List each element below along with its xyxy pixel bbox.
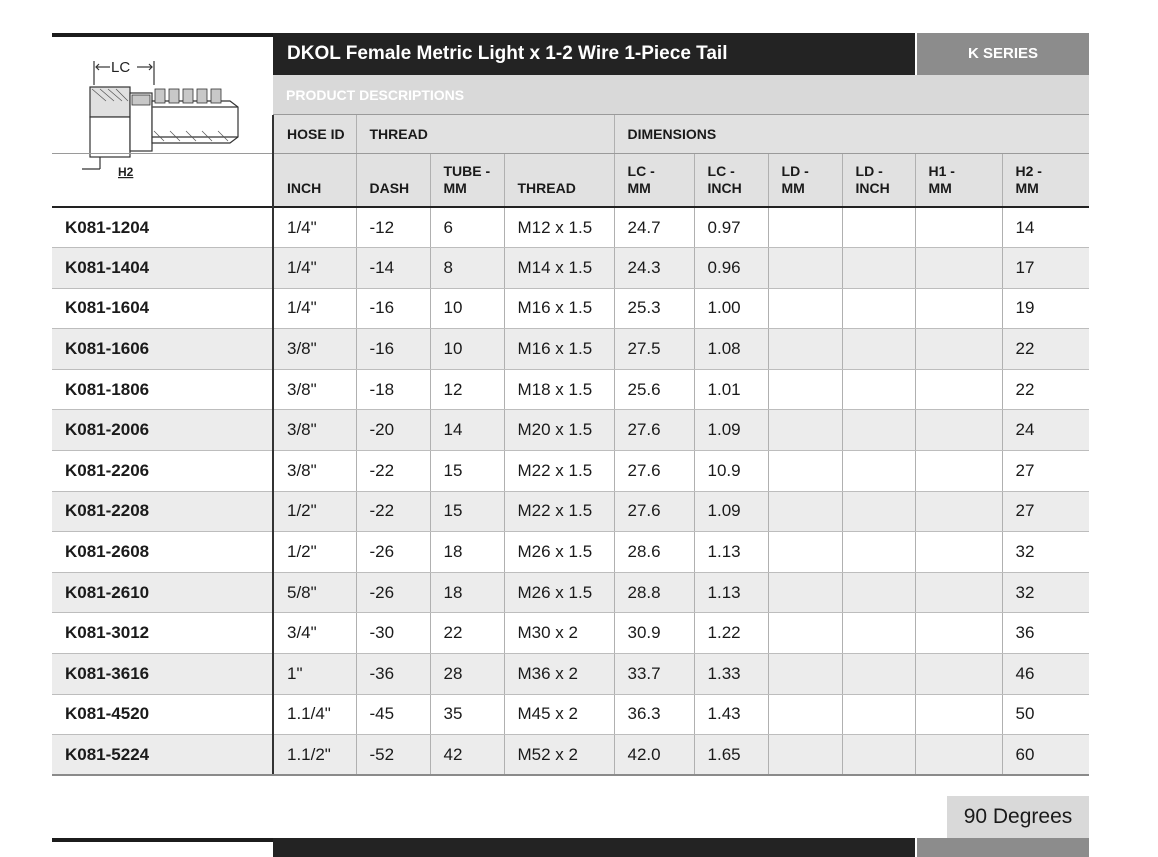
table-cell: M16 x 1.5 (504, 288, 614, 329)
part-number: K081-4520 (52, 694, 273, 735)
table-cell: 27.6 (614, 451, 694, 492)
table-row (52, 288, 1089, 329)
table-cell (768, 694, 842, 735)
part-number: K081-1404 (52, 248, 273, 289)
table-cell (842, 207, 915, 248)
table-cell (915, 735, 1002, 776)
table-cell: 32 (1002, 532, 1089, 573)
table-cell: -22 (356, 491, 430, 532)
table-cell: M52 x 2 (504, 735, 614, 776)
table-cell: 50 (1002, 694, 1089, 735)
table-cell: 1.43 (694, 694, 768, 735)
part-number: K081-3012 (52, 613, 273, 654)
part-number: K081-2208 (52, 491, 273, 532)
table-cell (842, 248, 915, 289)
part-number: K081-5224 (52, 735, 273, 776)
table-cell (915, 248, 1002, 289)
table-cell: -45 (356, 694, 430, 735)
table-cell: -16 (356, 288, 430, 329)
table-cell (915, 369, 1002, 410)
table-cell: -12 (356, 207, 430, 248)
table-cell: 1.09 (694, 491, 768, 532)
table-cell: 28.6 (614, 532, 694, 573)
group-thread: THREAD (356, 115, 614, 153)
part-number: K081-2006 (52, 410, 273, 451)
table-cell: 0.96 (694, 248, 768, 289)
table-cell: 24.3 (614, 248, 694, 289)
table-cell: 1.08 (694, 329, 768, 370)
table-cell (768, 410, 842, 451)
table-cell: 1.22 (694, 613, 768, 654)
column-header: H1 - MM (915, 153, 1002, 207)
table-cell: M16 x 1.5 (504, 329, 614, 370)
table-cell: 30.9 (614, 613, 694, 654)
bottom-bar (273, 838, 915, 857)
table-cell: 1.00 (694, 288, 768, 329)
table-row (52, 491, 1089, 532)
table-cell (768, 572, 842, 613)
table-cell: 27 (1002, 451, 1089, 492)
table-cell: 25.6 (614, 369, 694, 410)
table-cell (915, 410, 1002, 451)
table-cell: 8 (430, 248, 504, 289)
table-cell: -26 (356, 572, 430, 613)
column-header: LD - INCH (842, 153, 915, 207)
table-row (52, 207, 1089, 248)
table-cell: 3/8" (273, 451, 356, 492)
table-cell (915, 491, 1002, 532)
table-cell: M26 x 1.5 (504, 572, 614, 613)
column-header: INCH (273, 153, 356, 207)
table-cell: 42 (430, 735, 504, 776)
table-cell: 1.09 (694, 410, 768, 451)
bottom-rule (52, 838, 273, 842)
table-cell: 10.9 (694, 451, 768, 492)
table-cell: 28 (430, 654, 504, 695)
table-cell: -26 (356, 532, 430, 573)
part-number: K081-2610 (52, 572, 273, 613)
column-header: LD - MM (768, 153, 842, 207)
table-cell: 33.7 (614, 654, 694, 695)
part-number: K081-1204 (52, 207, 273, 248)
table-cell: 5/8" (273, 572, 356, 613)
table-cell: 1/4" (273, 288, 356, 329)
table-cell: 27 (1002, 491, 1089, 532)
table-cell (842, 288, 915, 329)
table-cell: 36.3 (614, 694, 694, 735)
table-cell: M26 x 1.5 (504, 532, 614, 573)
table-row (52, 532, 1089, 573)
table-cell: M45 x 2 (504, 694, 614, 735)
table-row (52, 613, 1089, 654)
table-cell: 27.6 (614, 410, 694, 451)
table-cell (842, 613, 915, 654)
table-cell (915, 694, 1002, 735)
column-header: LC - INCH (694, 153, 768, 207)
column-header: H2 - MM (1002, 153, 1089, 207)
table-cell: -16 (356, 329, 430, 370)
table-cell: 1" (273, 654, 356, 695)
group-hose-id: HOSE ID (273, 115, 356, 153)
table-cell: 60 (1002, 735, 1089, 776)
part-number: K081-2206 (52, 451, 273, 492)
table-cell (842, 694, 915, 735)
table-cell (915, 207, 1002, 248)
table-cell: 42.0 (614, 735, 694, 776)
table-row (52, 654, 1089, 695)
table-cell (915, 613, 1002, 654)
h2-label: H2 (118, 165, 134, 179)
product-descriptions-bar: PRODUCT DESCRIPTIONS (273, 75, 1089, 115)
column-header: LC - MM (614, 153, 694, 207)
table-cell: 22 (1002, 369, 1089, 410)
table-cell: M22 x 1.5 (504, 451, 614, 492)
table-cell: 1.33 (694, 654, 768, 695)
table-cell (768, 248, 842, 289)
table-cell: 0.97 (694, 207, 768, 248)
table-cell (842, 572, 915, 613)
table-cell: 27.5 (614, 329, 694, 370)
table-cell: 14 (430, 410, 504, 451)
table-cell: 1/2" (273, 491, 356, 532)
table-cell: 3/4" (273, 613, 356, 654)
table-cell: 27.6 (614, 491, 694, 532)
lc-label: LC (111, 59, 131, 76)
table-row (52, 369, 1089, 410)
table-cell: 1.13 (694, 572, 768, 613)
table-row (52, 735, 1089, 776)
table-cell (842, 329, 915, 370)
table-cell: 10 (430, 329, 504, 370)
header-spacer (52, 115, 273, 153)
table-cell: 36 (1002, 613, 1089, 654)
angle-badge: 90 Degrees (947, 796, 1089, 838)
table-cell (768, 207, 842, 248)
table-cell: 3/8" (273, 329, 356, 370)
top-rule (52, 33, 273, 37)
product-table (52, 115, 1089, 776)
table-cell: 28.8 (614, 572, 694, 613)
table-cell: 1.13 (694, 532, 768, 573)
table-cell: 1/2" (273, 532, 356, 573)
table-cell: 15 (430, 451, 504, 492)
table-cell: M30 x 2 (504, 613, 614, 654)
table-cell (768, 491, 842, 532)
table-cell: 25.3 (614, 288, 694, 329)
table-cell: 1.65 (694, 735, 768, 776)
table-cell: 18 (430, 572, 504, 613)
table-cell (842, 654, 915, 695)
table-cell: -52 (356, 735, 430, 776)
part-number: K081-1806 (52, 369, 273, 410)
table-cell (768, 532, 842, 573)
table-cell (915, 572, 1002, 613)
part-number: K081-2608 (52, 532, 273, 573)
column-header: THREAD (504, 153, 614, 207)
product-title: DKOL Female Metric Light x 1-2 Wire 1-Piece Tail (273, 33, 915, 75)
table-cell (842, 451, 915, 492)
table-cell: 17 (1002, 248, 1089, 289)
table-cell (842, 532, 915, 573)
table-cell: M14 x 1.5 (504, 248, 614, 289)
table-cell: -14 (356, 248, 430, 289)
table-cell (768, 329, 842, 370)
table-cell: 1.1/4" (273, 694, 356, 735)
table-cell (768, 654, 842, 695)
table-cell: 14 (1002, 207, 1089, 248)
part-number: K081-3616 (52, 654, 273, 695)
table-row (52, 248, 1089, 289)
part-number: K081-1606 (52, 329, 273, 370)
table-cell: M20 x 1.5 (504, 410, 614, 451)
table-cell (842, 735, 915, 776)
table-cell: 46 (1002, 654, 1089, 695)
header-spacer (52, 153, 273, 207)
table-row (52, 410, 1089, 451)
table-cell: -22 (356, 451, 430, 492)
table-cell: -36 (356, 654, 430, 695)
table-cell: 18 (430, 532, 504, 573)
table-cell: 1.1/2" (273, 735, 356, 776)
table-cell: 3/8" (273, 369, 356, 410)
table-cell: 1/4" (273, 248, 356, 289)
table-cell: M36 x 2 (504, 654, 614, 695)
table-cell: 12 (430, 369, 504, 410)
table-cell (842, 369, 915, 410)
table-cell (842, 410, 915, 451)
table-row (52, 572, 1089, 613)
table-cell: 19 (1002, 288, 1089, 329)
table-cell (768, 369, 842, 410)
bottom-bar-accent (915, 838, 1089, 857)
table-cell (915, 329, 1002, 370)
table-cell: M12 x 1.5 (504, 207, 614, 248)
table-cell: 3/8" (273, 410, 356, 451)
table-cell: 1.01 (694, 369, 768, 410)
table-row (52, 451, 1089, 492)
column-header: DASH (356, 153, 430, 207)
table-cell: 35 (430, 694, 504, 735)
table-cell: 24.7 (614, 207, 694, 248)
table-cell: 6 (430, 207, 504, 248)
table-cell (768, 735, 842, 776)
table-cell (768, 613, 842, 654)
table-cell: -20 (356, 410, 430, 451)
column-header: TUBE - MM (430, 153, 504, 207)
table-cell (842, 491, 915, 532)
table-cell: M22 x 1.5 (504, 491, 614, 532)
table-cell (768, 451, 842, 492)
table-cell: 22 (1002, 329, 1089, 370)
table-cell (915, 654, 1002, 695)
table-cell: -18 (356, 369, 430, 410)
table-cell: 10 (430, 288, 504, 329)
table-cell (915, 288, 1002, 329)
table-cell: M18 x 1.5 (504, 369, 614, 410)
group-dimensions: DIMENSIONS (614, 115, 1089, 153)
table-cell: -30 (356, 613, 430, 654)
table-cell (768, 288, 842, 329)
table-row (52, 329, 1089, 370)
series-badge: K SERIES (915, 33, 1089, 75)
table-row (52, 694, 1089, 735)
table-cell: 1/4" (273, 207, 356, 248)
table-cell: 32 (1002, 572, 1089, 613)
table-cell (915, 532, 1002, 573)
table-cell: 24 (1002, 410, 1089, 451)
table-cell (915, 451, 1002, 492)
table-cell: 22 (430, 613, 504, 654)
table-cell: 15 (430, 491, 504, 532)
part-number: K081-1604 (52, 288, 273, 329)
